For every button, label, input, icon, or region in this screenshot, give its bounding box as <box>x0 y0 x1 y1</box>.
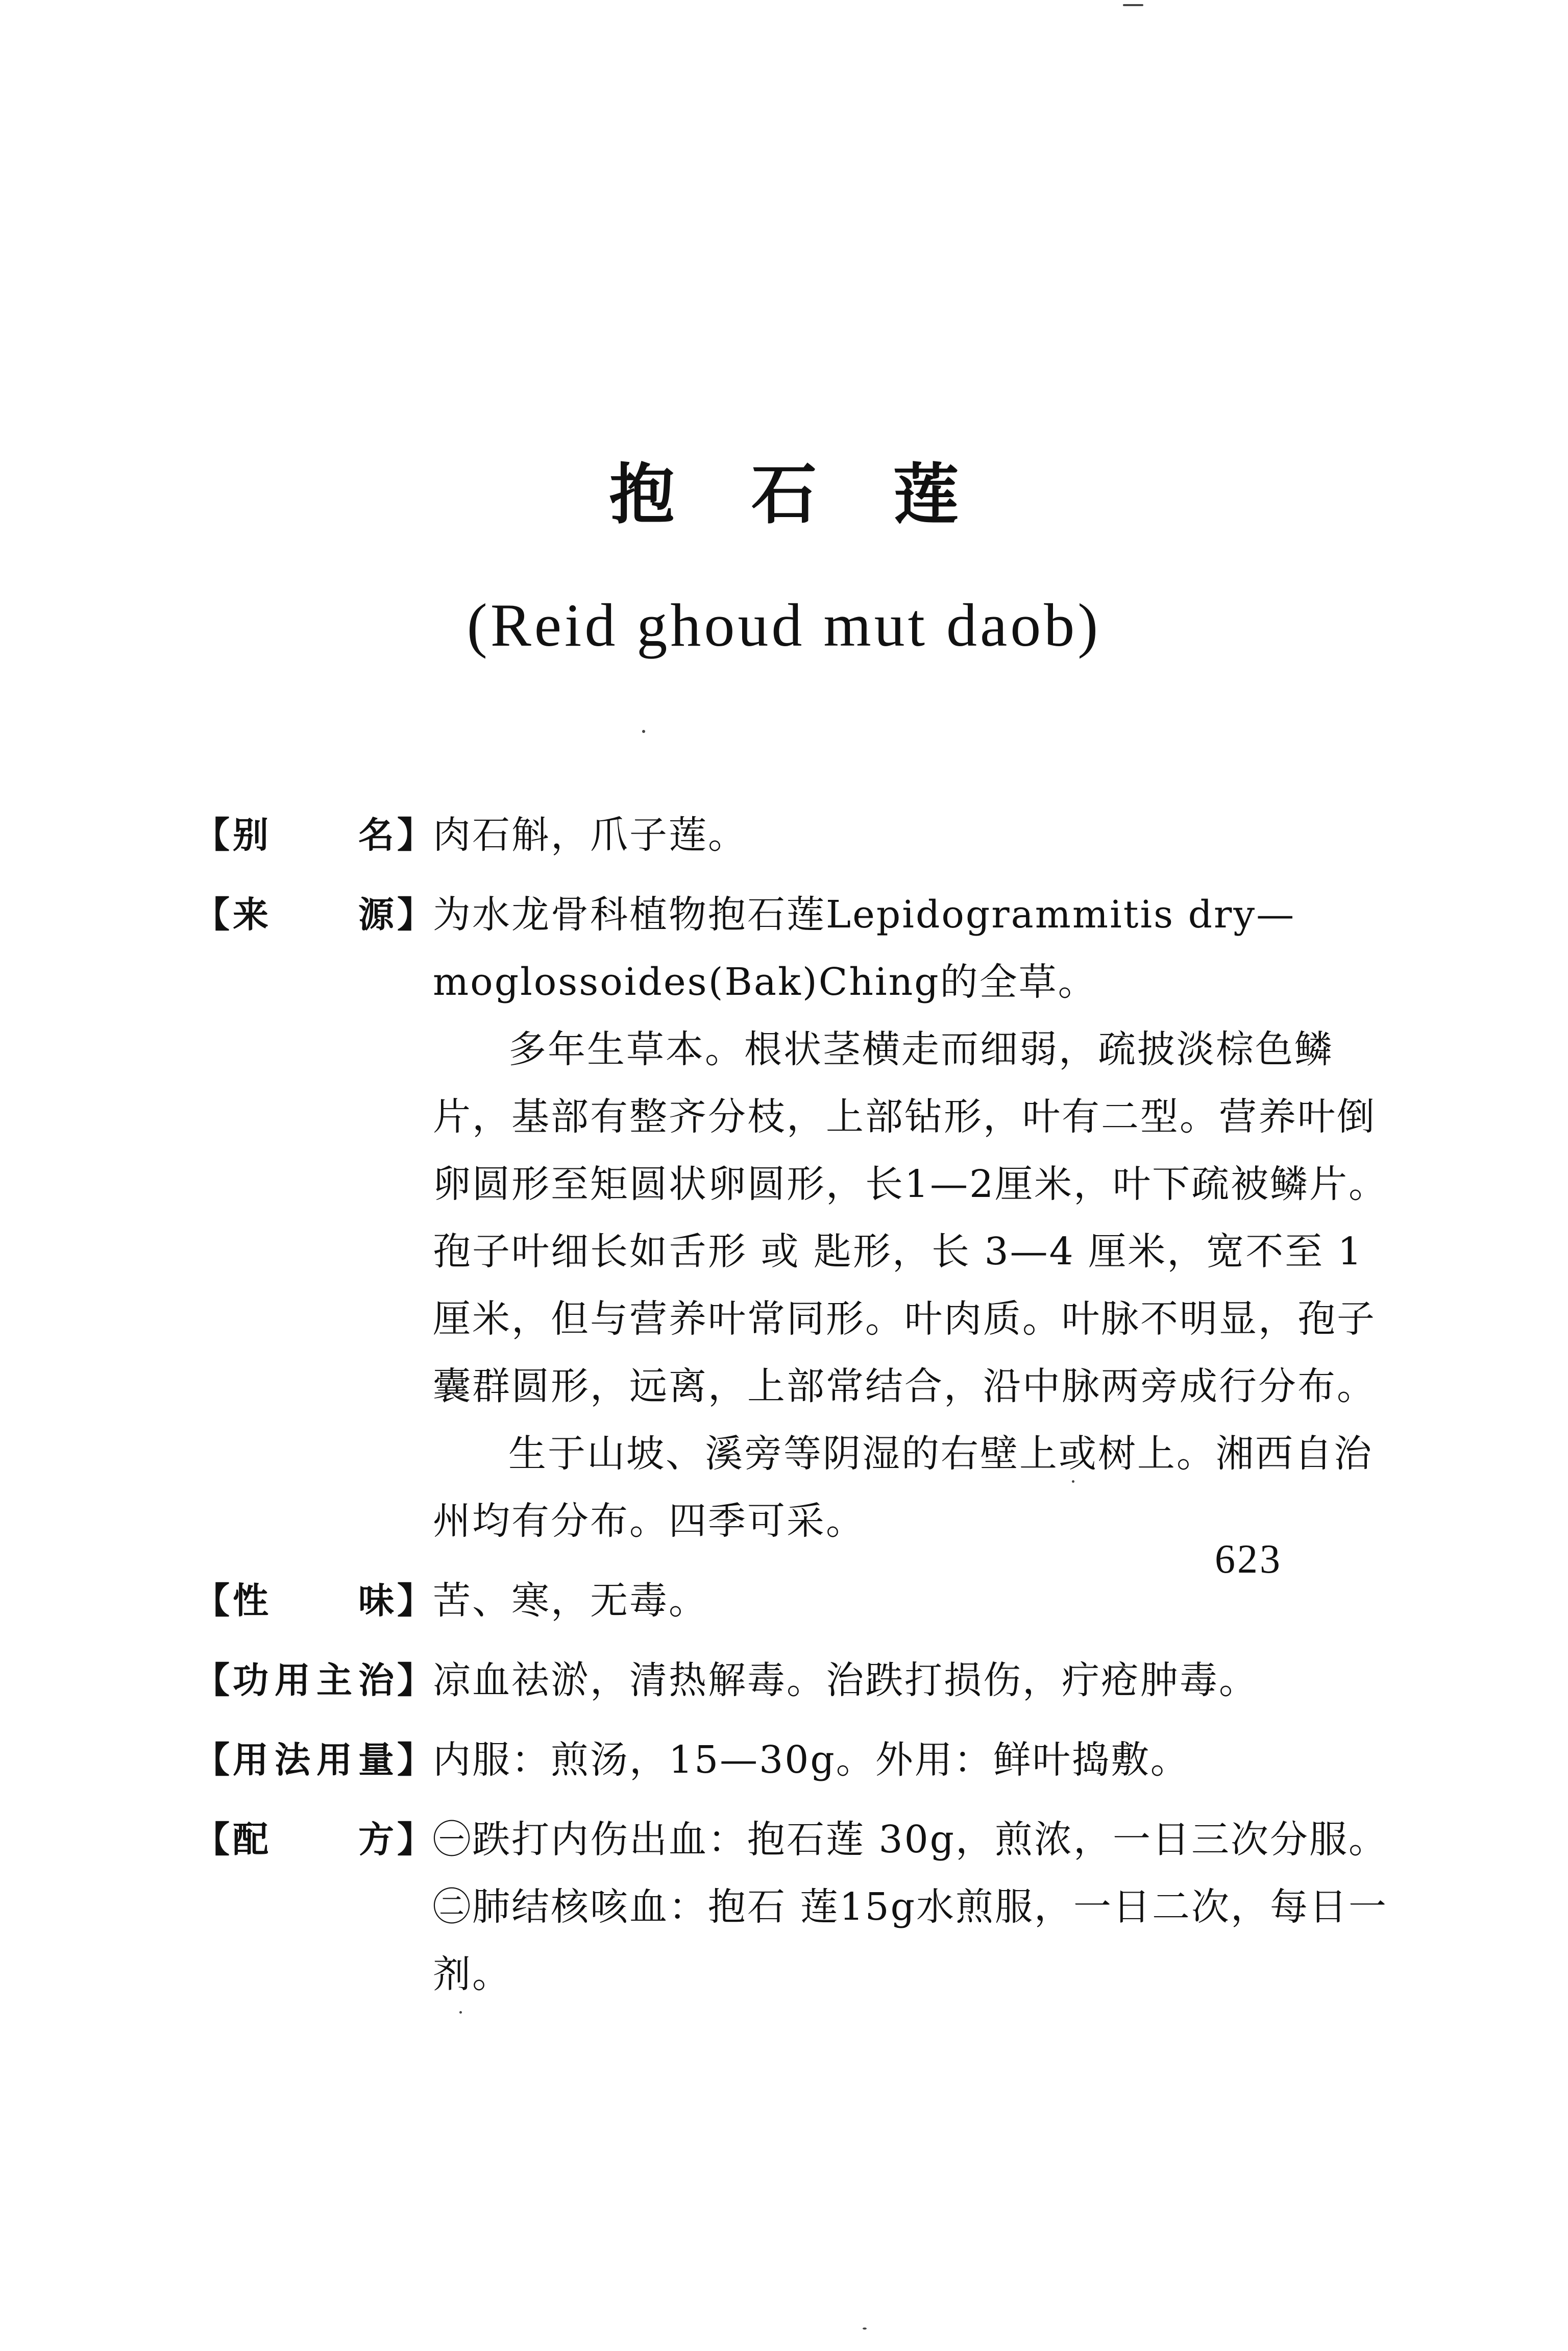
entry-paragraph: ㊁肺结核咳血：抱石 莲15g水煎服，一日二次，每日一剂。 <box>433 1885 1388 1996</box>
entry-label: 【 配 方 】 <box>194 1819 433 1860</box>
page-title: 抱石莲 <box>609 457 1035 533</box>
scan-speck <box>1072 1480 1074 1483</box>
scan-speck <box>863 2328 867 2330</box>
entry-body <box>433 1806 1388 2008</box>
entry-prescriptions <box>194 1806 1388 2008</box>
entry-label: 【 用 法 用 量 】 <box>194 1739 433 1781</box>
entry-body <box>433 1726 1388 1794</box>
entry-paragraph: 内服：煎汤，15—30g。外用：鲜叶捣敷。 <box>433 1738 1190 1782</box>
entry-label: 【 别 名 】 <box>194 814 433 856</box>
page-number: 623 <box>1215 1537 1282 1582</box>
entry-dosage <box>194 1726 1388 1794</box>
entry-source <box>194 881 1388 1555</box>
entry-paragraph: 为水龙骨科植物抱石莲Lepidogrammitis dry—moglossoides(Bak)Ching的全草。 <box>433 893 1296 1004</box>
entry-paragraph: 生于山坡、溪旁等阴湿的右壁上或树上。湘西自治州均有分布。四季可采。 <box>433 1432 1373 1543</box>
entry-indications <box>194 1647 1388 1714</box>
entry-list <box>194 801 1388 2020</box>
entry-label: 【 来 源 】 <box>194 894 433 936</box>
entry-paragraph: 多年生草本。根状茎横走而细弱，疏披淡棕色鳞片，基部有整齐分枝，上部钻形，叶有二型。营养叶倒卵圆形至矩圆状卵圆形，长1—2厘米，叶下疏被鳞片。孢子叶细长如舌形 或 匙形，长 3—4 厘米，宽不至 1 厘米，但与营养叶常同形。叶肉质。叶脉不明显，孢子囊群圆形，远离，上部常结合，沿中脉两旁成行分布。 <box>433 1027 1388 1408</box>
scan-speck <box>1123 4 1143 6</box>
entry-paragraph: ㊀跌打内伤出血：抱石莲 30g，煎浓，一日三次分服。 <box>433 1818 1388 1862</box>
entry-body <box>433 881 1388 1555</box>
entry-label: 【 性 味 】 <box>194 1580 433 1622</box>
entry-alias <box>194 801 1388 869</box>
scan-speck <box>459 2011 462 2014</box>
entry-label: 【 功 用 主 治 】 <box>194 1659 433 1701</box>
scan-speck <box>642 730 645 733</box>
entry-body <box>433 801 1388 869</box>
entry-paragraph: 肉石斛，爪子莲。 <box>433 813 747 857</box>
entry-paragraph: 凉血祛淤，清热解毒。治跌打损伤，疔疮肿毒。 <box>433 1658 1258 1702</box>
entry-nature-taste <box>194 1567 1388 1634</box>
entry-paragraph: 苦、寒，无毒。 <box>433 1579 708 1623</box>
romanized-name: (Reid ghoud mut daob) <box>467 591 1101 659</box>
entry-body <box>433 1647 1388 1714</box>
